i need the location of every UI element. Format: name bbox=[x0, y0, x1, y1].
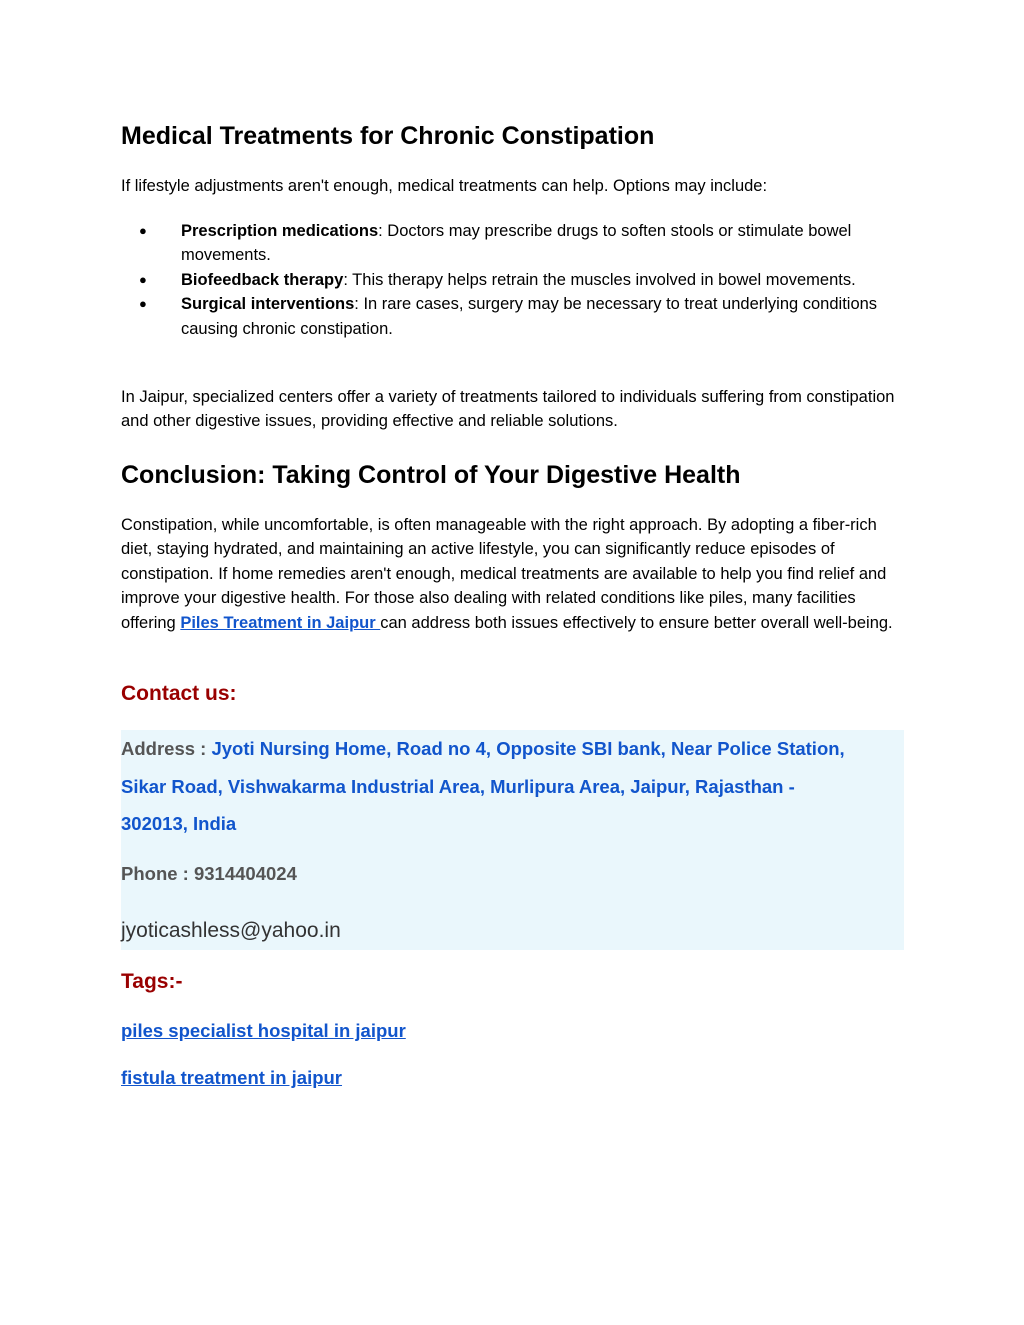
list-item-term: Biofeedback therapy bbox=[181, 270, 344, 289]
list-item-text: : In rare cases, surgery may be necessary to treat underlying conditions causing chronic constipation. bbox=[181, 295, 878, 338]
piles-treatment-link[interactable]: Piles Treatment in Jaipur bbox=[180, 613, 381, 632]
list-item bbox=[121, 219, 881, 268]
list-item-term: Surgical interventions bbox=[181, 295, 355, 314]
address-value: Jyoti Nursing Home, Road no 4, Opposite SBI bank, Near Police Station, Sikar Road, Vishwakarma Industrial Area, Murlipura Area, Jaipur, Rajasthan - 302013, India bbox=[121, 738, 845, 834]
list-item-text: : This therapy helps retrain the muscles involved in bowel movements. bbox=[343, 270, 856, 289]
list-item-text: : Doctors may prescribe drugs to soften stools or stimulate bowel movements. bbox=[181, 222, 852, 265]
address-label: Address : bbox=[121, 738, 212, 759]
email-address: jyoticashless@yahoo.in bbox=[121, 919, 341, 942]
section-title: Medical Treatments for Chronic Constipation bbox=[121, 122, 655, 150]
tag-link-fistula-treatment[interactable]: fistula treatment in jaipur bbox=[121, 1067, 343, 1088]
intro-paragraph: If lifestyle adjustments aren't enough, medical treatments can help. Options may include: bbox=[121, 177, 768, 195]
conclusion-text: Constipation, while uncomfortable, is often manageable with the right approach. By adopting a fiber-rich diet, staying hydrated, and maintaining an active lifestyle, you can significantly reduce episodes of constipation. If home remedies aren't enough, medical treatments are available to help you find relief and improve your digestive health. For those also dealing with related conditions like piles, many facilities offering bbox=[121, 516, 887, 632]
contact-box bbox=[121, 730, 904, 950]
bullet-icon: ● bbox=[139, 223, 147, 238]
contact-heading: Contact us: bbox=[121, 682, 237, 705]
bullet-icon: ● bbox=[139, 271, 147, 287]
conclusion-paragraph bbox=[121, 513, 904, 635]
bullet-icon: ● bbox=[139, 296, 147, 312]
list-item bbox=[121, 292, 881, 341]
conclusion-text-end: can address both issues effectively to ensure better overall well-being. bbox=[380, 613, 893, 632]
list-item-term: Prescription medications bbox=[181, 222, 379, 240]
address bbox=[121, 730, 861, 843]
closing-paragraph: In Jaipur, specialized centers offer a variety of treatments tailored to individuals suffering from constipation and other digestive issues, providing effective and reliable solutions. bbox=[121, 388, 895, 431]
tags-heading: Tags:- bbox=[121, 970, 183, 993]
phone-number: Phone : 9314404024 bbox=[121, 863, 297, 884]
list-item bbox=[121, 268, 881, 292]
treatment-list bbox=[121, 219, 904, 341]
tag-link-piles-hospital[interactable]: piles specialist hospital in jaipur bbox=[121, 1020, 406, 1041]
conclusion-title: Conclusion: Taking Control of Your Digestive Health bbox=[121, 461, 741, 489]
